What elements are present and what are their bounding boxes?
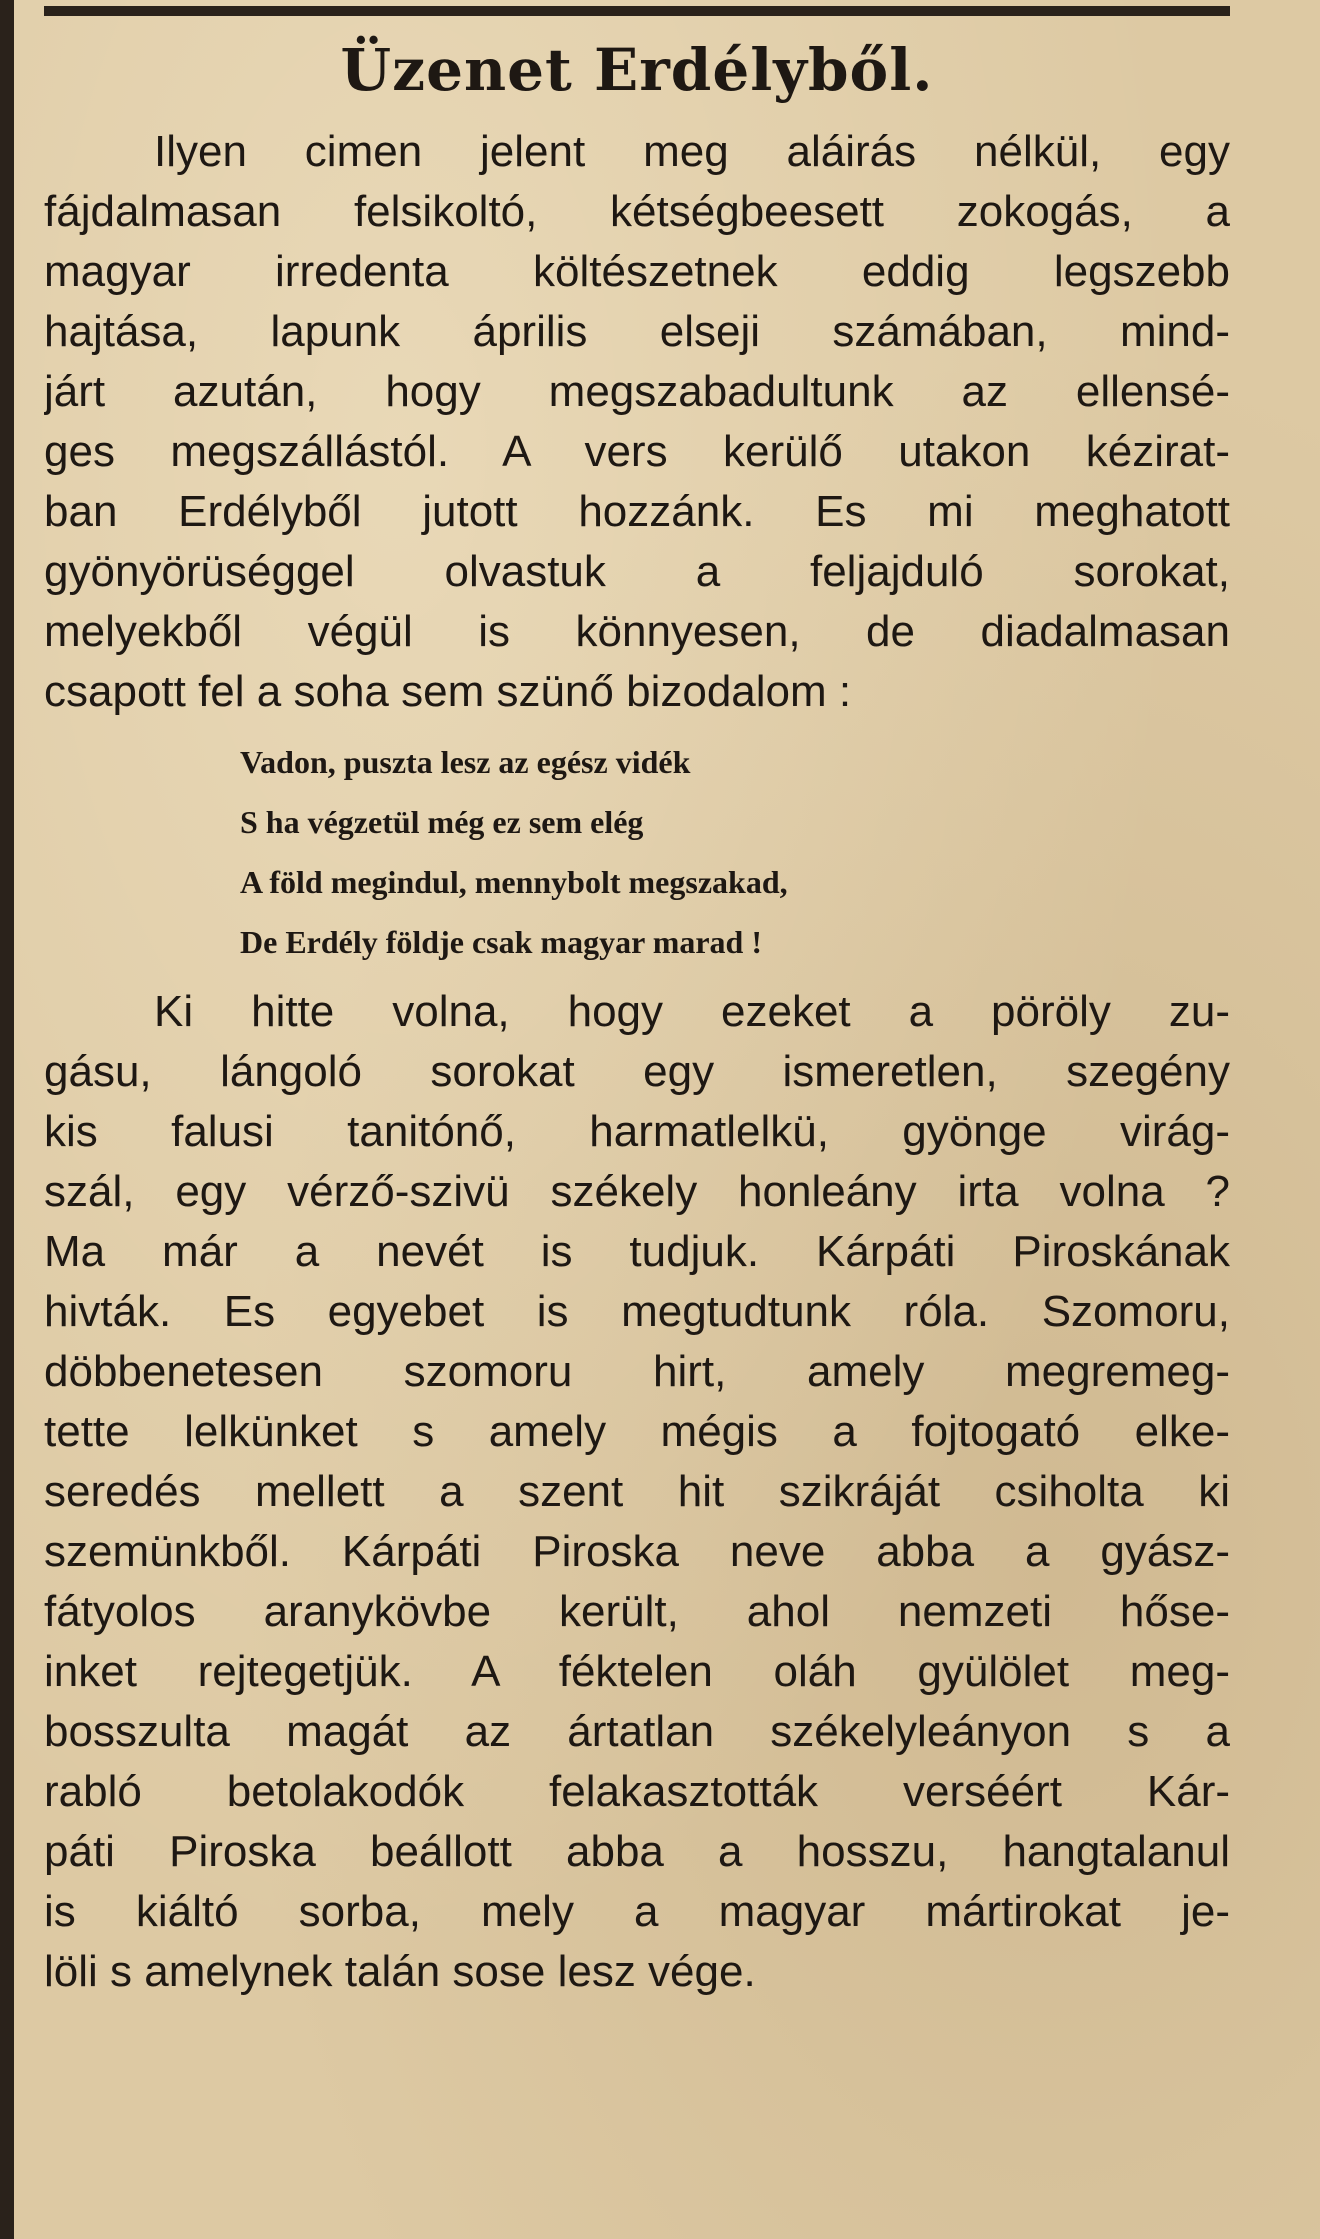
paragraph-1 — [44, 122, 1230, 722]
verse-quote — [240, 732, 1230, 972]
paragraph-2-line: szál, egy vérző-szivü székely honleány irta volna ? — [44, 1167, 1230, 1216]
paragraph-1-line: melyekből végül is könnyesen, de diadalmasan — [44, 607, 1230, 656]
article-title: Üzenet Erdélyből. — [340, 36, 934, 104]
paragraph-1-line: csapott fel a soha sem szünő bizodalom : — [44, 667, 852, 716]
paragraph-1-line: járt azután, hogy megszabadultunk az ellensé- — [44, 367, 1230, 416]
verse-line: S ha végzetül még ez sem elég — [240, 804, 644, 840]
paragraph-2-line: inket rejtegetjük. A féktelen oláh gyülölet meg- — [44, 1647, 1230, 1696]
article — [44, 30, 1230, 2002]
paragraph-2 — [44, 982, 1230, 2002]
paragraph-2-line: bosszulta magát az ártatlan székelyleányon s a — [44, 1707, 1230, 1756]
paragraph-2-line: rabló betolakodók felakasztották verséért Kár- — [44, 1767, 1230, 1816]
paragraph-1-line: magyar irredenta költészetnek eddig legszebb — [44, 247, 1230, 296]
paragraph-2-line: kis falusi tanitónő, harmatlelkü, gyönge virág- — [44, 1107, 1230, 1156]
paragraph-2-line: szemünkből. Kárpáti Piroska neve abba a gyász- — [44, 1527, 1230, 1576]
paragraph-2-line: Ki hitte volna, hogy ezeket a pöröly zu- — [154, 987, 1230, 1036]
paragraph-1-line: Ilyen cimen jelent meg aláirás nélkül, egy — [154, 127, 1230, 176]
paragraph-1-line: gyönyörüséggel olvastuk a feljajduló sorokat, — [44, 547, 1230, 596]
bleed-through-adjacent-column — [1245, 0, 1320, 2239]
paragraph-2-line: döbbenetesen szomoru hirt, amely megremeg- — [44, 1347, 1230, 1396]
paragraph-2-line: tette lelkünket s amely mégis a fojtogató elke- — [44, 1407, 1230, 1456]
paragraph-1-line: ban Erdélyből jutott hozzánk. Es mi meghatott — [44, 487, 1230, 536]
verse-line: A föld megindul, mennybolt megszakad, — [240, 864, 788, 900]
paragraph-1-line: fájdalmasan felsikoltó, kétségbeesett zokogás, a — [44, 187, 1230, 236]
paragraph-1-line: ges megszállástól. A vers kerülő utakon kézirat- — [44, 427, 1230, 476]
paragraph-2-line: seredés mellett a szent hit szikráját csiholta ki — [44, 1467, 1230, 1516]
paragraph-2-line: páti Piroska beállott abba a hosszu, hangtalanul — [44, 1827, 1230, 1876]
paragraph-2-line: fátyolos aranykövbe került, ahol nemzeti hőse- — [44, 1587, 1230, 1636]
verse-line: De Erdély földje csak magyar marad ! — [240, 924, 762, 960]
paragraph-2-line: hivták. Es egyebet is megtudtunk róla. Szomoru, — [44, 1287, 1230, 1336]
paragraph-2-line: is kiáltó sorba, mely a magyar mártirokat je- — [44, 1887, 1230, 1936]
paragraph-2-line: gásu, lángoló sorokat egy ismeretlen, szegény — [44, 1047, 1230, 1096]
left-column-rule — [0, 0, 14, 2239]
paragraph-1-line: hajtása, lapunk április elseji számában, mind- — [44, 307, 1230, 356]
verse-line: Vadon, puszta lesz az egész vidék — [240, 744, 691, 780]
top-column-rule — [44, 6, 1230, 16]
paragraph-2-line: löli s amelynek talán sose lesz vége. — [44, 1947, 756, 1996]
paragraph-2-line: Ma már a nevét is tudjuk. Kárpáti Piroskának — [44, 1227, 1230, 1276]
